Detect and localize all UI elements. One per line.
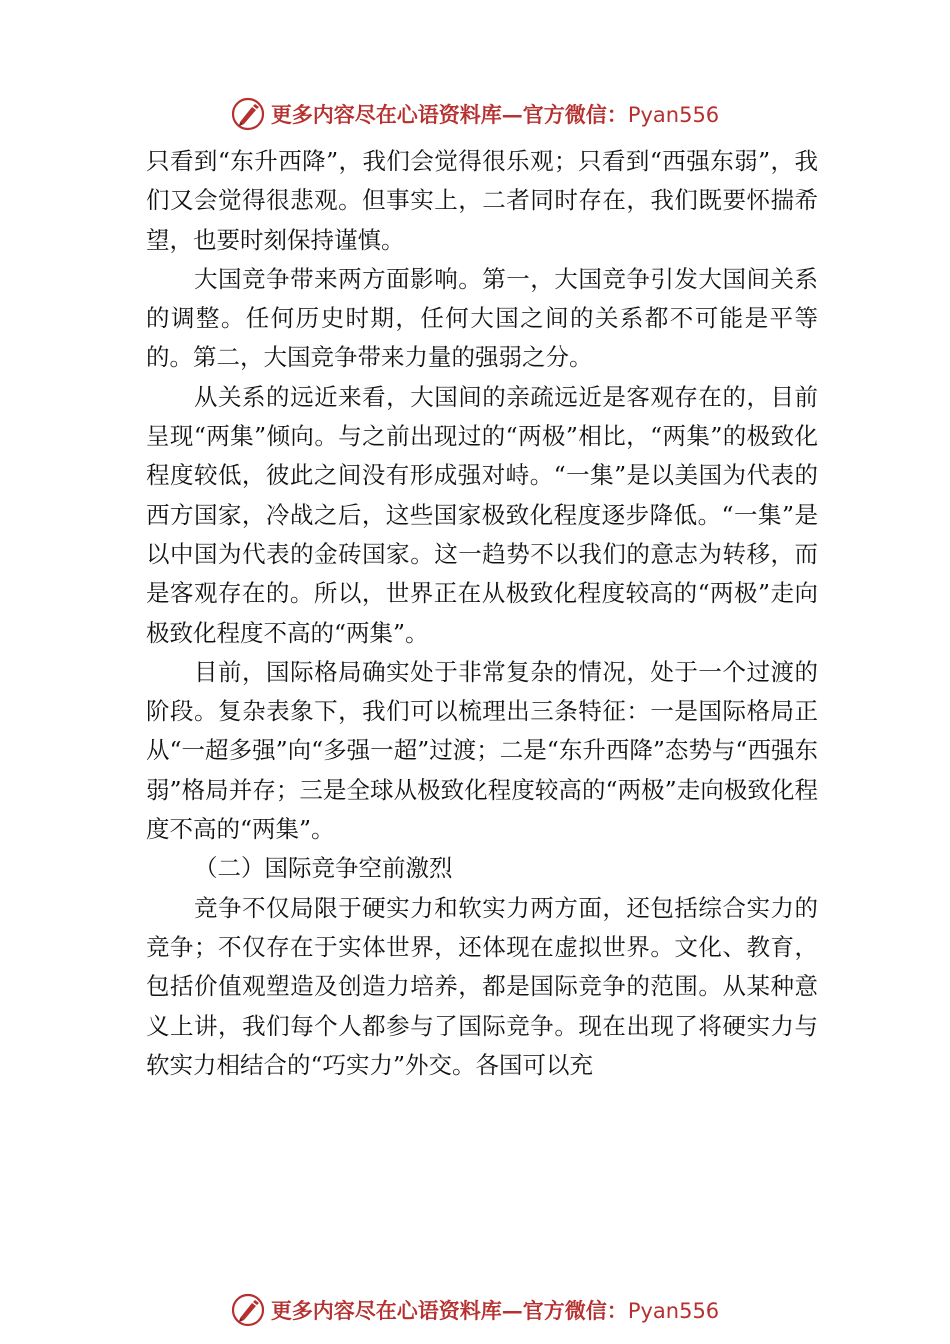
watermark-text: 更多内容尽在心语资料库—官方微信：Pyan556 [270, 102, 720, 127]
section-heading: （二）国际竞争空前激烈 [194, 854, 453, 883]
footer-watermark [0, 1290, 950, 1330]
pen-logo-icon [231, 97, 265, 131]
paragraph-4: 目前，国际格局确实处于非常复杂的情况，处于一个过渡的阶段。复杂表象下，我们可以梳理出三条特征：一是国际格局正从“一超多强”向“多强一超”过渡；二是“东升西降”态势与“西强东弱”格局并存；三是全球从极致化程度较高的“两极”走向极致化程度不高的“两集”。 [146, 657, 818, 844]
paragraph-5: 竞争不仅局限于硬实力和软实力两方面，还包括综合实力的竞争；不仅存在于实体世界，还体现在虚拟世界。文化、教育，包括价值观塑造及创造力培养，都是国际竞争的范围。从某种意义上讲，我们每个人都参与了国际竞争。现在出现了将硬实力与软实力相结合的“巧实力”外交。各国可以充 [146, 893, 818, 1079]
header-watermark [0, 94, 950, 134]
pen-logo-icon [231, 1293, 265, 1327]
watermark-wechat-id: Pyan556 [627, 103, 720, 127]
document-body [146, 142, 818, 1085]
paragraph-1: 只看到“东升西降”，我们会觉得很乐观；只看到“西强东弱”，我们又会觉得很悲观。但事实上，二者同时存在，我们既要怀揣希望，也要时刻保持谨慎。 [146, 147, 818, 254]
paragraph-3: 从关系的远近来看，大国间的亲疏远近是客观存在的，目前呈现“两集”倾向。与之前出现过的“两极”相比，“两集”的极致化程度较低，彼此之间没有形成强对峙。“一集”是以美国为代表的西方国家，冷战之后，这些国家极致化程度逐步降低。“一集”是以中国为代表的金砖国家。这一趋势不以我们的意志为转移，而是客观存在的。所以，世界正在从极致化程度较高的“两极”走向极致化程度不高的“两集”。 [146, 382, 818, 647]
watermark-wechat-id: Pyan556 [627, 1299, 720, 1323]
watermark-text: 更多内容尽在心语资料库—官方微信：Pyan556 [270, 1298, 720, 1323]
paragraph-2: 大国竞争带来两方面影响。第一，大国竞争引发大国间关系的调整。任何历史时期，任何大国之间的关系都不可能是平等的。第二，大国竞争带来力量的强弱之分。 [146, 264, 818, 372]
